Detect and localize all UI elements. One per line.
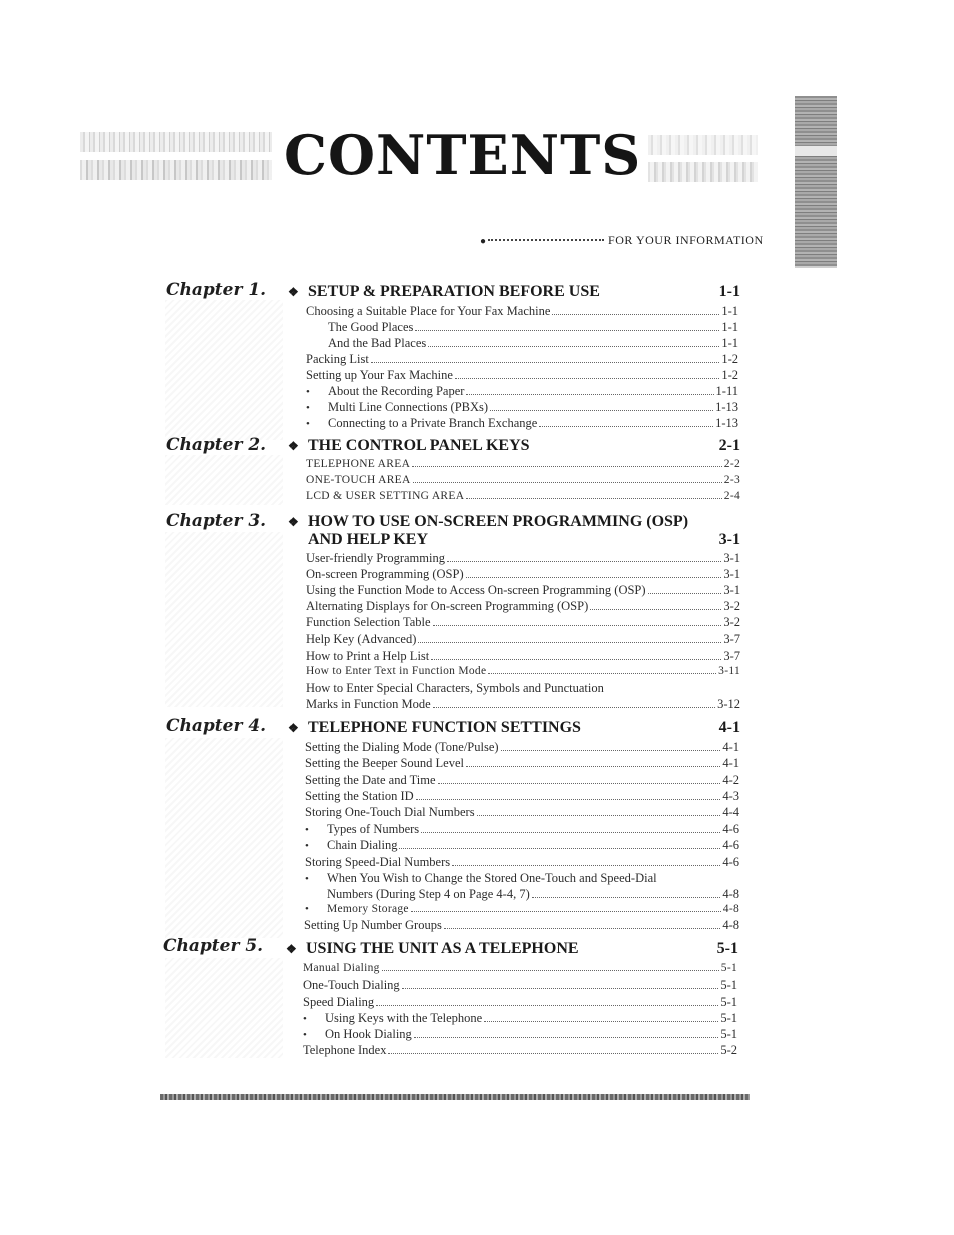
toc-entry[interactable]: Storing Speed-Dial Numbers 4-6 [305,855,739,869]
dot-leader [416,799,721,800]
chapter-shade [165,738,283,938]
diamond-icon: ❖ [286,942,297,956]
chapter-label: Chapter 1. [166,280,267,300]
dot-leader [415,330,719,331]
section-page: 4-1 [718,719,740,736]
toc-entry[interactable]: Setting the Date and Time 4-2 [305,773,739,787]
chapter-label: Chapter 4. [166,716,267,736]
toc-entry[interactable]: • Chain Dialing 4-6 [305,838,739,852]
section-heading [288,719,740,739]
toc-entry[interactable]: • Multi Line Connections (PBXs) 1-13 [306,400,738,414]
toc-entry[interactable]: One-Touch Dialing 5-1 [303,978,737,992]
toc-entry[interactable]: How to Print a Help List 3-7 [306,649,740,663]
header-texture-right-top [648,135,758,155]
toc-entry[interactable]: Setting the Beeper Sound Level 4-1 [305,756,739,770]
dot-leader [412,466,722,467]
dot-leader [399,848,720,849]
section-page: 2-1 [718,437,740,454]
toc-entry[interactable]: • When You Wish to Change the Stored One-Touch and Speed-Dial [305,871,657,885]
toc-entry[interactable]: Telephone Index 5-2 [303,1043,737,1057]
toc-entry[interactable]: User-friendly Programming 3-1 [306,551,740,565]
toc-entry[interactable]: • Memory Storage 4-8 [305,903,739,915]
dot-leader [466,577,722,578]
toc-entry[interactable]: Speed Dialing 5-1 [303,995,737,1009]
diamond-icon: ❖ [288,721,299,735]
dot-leader [590,609,721,610]
dot-leader [484,1021,718,1022]
bullet-icon: ● [480,236,487,247]
header-texture-left-top [80,132,272,152]
dot-leader [490,410,713,411]
chapter-label: Chapter 3. [166,511,267,531]
bullet-icon: • [306,402,310,414]
diamond-icon: ❖ [288,285,299,299]
toc-entry[interactable]: Manual Dialing 5-1 [303,962,737,974]
dot-leader [414,1037,719,1038]
section-heading [288,437,740,457]
toc-entry[interactable]: On-screen Programming (OSP) 3-1 [306,567,740,581]
toc-entry[interactable]: Marks in Function Mode 3-12 [306,697,740,711]
toc-entry[interactable]: • About the Recording Paper 1-11 [306,384,738,398]
section-page: 3-1 [718,531,740,548]
dot-leader [452,865,720,866]
toc-entry[interactable]: Setting the Dialing Mode (Tone/Pulse) 4-1 [305,740,739,754]
toc-entry[interactable]: How to Enter Text in Function Mode 3-11 [306,665,740,677]
toc-entry[interactable]: Numbers (During Step 4 on Page 4-4, 7) 4-8 [327,887,739,901]
toc-entry[interactable]: Setting the Station ID 4-3 [305,789,739,803]
dot-leader [552,314,719,315]
chapter-shade [165,532,283,707]
dot-leader [455,378,719,379]
dot-leader [402,988,719,989]
section-title: SETUP & PREPARATION BEFORE USE [308,283,600,300]
toc-entry[interactable]: Storing One-Touch Dial Numbers 4-4 [305,805,739,819]
dot-leader [477,815,721,816]
section-title: USING THE UNIT AS A TELEPHONE [306,940,579,957]
bullet-icon: • [305,824,309,836]
header-texture-right-bottom [648,162,758,182]
section-heading [288,513,740,533]
dot-leader [532,897,721,898]
toc-entry[interactable]: Using the Function Mode to Access On-screen Programming (OSP) 3-1 [306,583,740,597]
dot-leader [428,346,719,347]
dot-leader [388,1053,718,1054]
diamond-icon: ❖ [288,515,299,529]
footer-rule [160,1094,750,1100]
section-title: TELEPHONE FUNCTION SETTINGS [308,719,581,736]
toc-entry[interactable]: Function Selection Table 3-2 [306,615,740,629]
dot-leader [501,750,721,751]
section-title: THE CONTROL PANEL KEYS [308,437,530,454]
header-texture-left-bottom [80,160,272,180]
toc-entry[interactable]: Packing List 1-2 [306,352,738,366]
bullet-icon: • [306,386,310,398]
toc-entry[interactable]: Alternating Displays for On-screen Programming (OSP) 3-2 [306,599,740,613]
section-title-continued: AND HELP KEY [308,531,429,548]
section-page: 1-1 [718,283,740,300]
dot-leader [466,394,713,395]
dot-leader [488,673,716,674]
dot-leader [466,498,721,499]
chapter-shade [165,958,283,1058]
bullet-icon: • [306,418,310,430]
toc-entry[interactable]: • Types of Numbers 4-6 [305,822,739,836]
dot-leader [433,625,722,626]
dot-leader [466,766,720,767]
page-title: CONTENTS [284,123,642,187]
section-heading [286,940,738,960]
toc-entry[interactable]: LCD & USER SETTING AREA 2-4 [306,490,740,502]
dot-leader [648,593,722,594]
chapter-label: Chapter 5. [163,936,264,956]
dot-leader [382,970,719,971]
dot-leader [433,707,715,708]
dot-leader [444,928,720,929]
toc-entry[interactable]: Setting up Your Fax Machine 1-2 [306,368,738,382]
bullet-icon: • [305,903,310,915]
dot-leader [438,783,721,784]
section-thumb-tab [795,96,837,268]
bullet-icon: • [305,840,309,852]
dot-leader [447,561,721,562]
toc-entry[interactable]: • Using Keys with the Telephone 5-1 [303,1011,737,1025]
chapter-shade [165,300,283,440]
chapter-shade [165,455,283,505]
dot-leader [539,426,713,427]
toc-entry[interactable]: How to Enter Special Characters, Symbols and Punctuation [306,681,604,695]
dot-leader [431,659,721,660]
dot-leader [371,362,719,363]
toc-entry[interactable]: TELEPHONE AREA 2-2 [306,458,740,470]
dot-leader [421,832,720,833]
fyi-indicator [480,233,764,248]
section-title: HOW TO USE ON-SCREEN PROGRAMMING (OSP) [308,513,689,530]
dot-leader [488,239,604,241]
dot-leader [411,911,721,912]
diamond-icon: ❖ [288,439,299,453]
bullet-icon: • [305,873,309,885]
section-heading [288,283,740,303]
fyi-label: FOR YOUR INFORMATION [608,233,764,247]
chapter-label: Chapter 2. [166,435,267,455]
toc-entry[interactable]: Help Key (Advanced) 3-7 [306,632,740,646]
toc-entry[interactable]: Setting Up Number Groups 4-8 [304,918,739,932]
toc-entry[interactable]: And the Bad Places 1-1 [328,336,738,350]
toc-entry[interactable]: • On Hook Dialing 5-1 [303,1027,737,1041]
bullet-icon: • [303,1013,307,1025]
toc-entry[interactable]: ONE-TOUCH AREA 2-3 [306,474,740,486]
toc-entry[interactable]: • Connecting to a Private Branch Exchange 1-13 [306,416,738,430]
toc-entry[interactable]: Choosing a Suitable Place for Your Fax Machine 1-1 [306,304,738,318]
section-page: 5-1 [716,940,738,957]
bullet-icon: • [303,1029,307,1041]
dot-leader [413,482,722,483]
dot-leader [418,642,721,643]
toc-entry[interactable]: The Good Places 1-1 [328,320,738,334]
dot-leader [376,1005,718,1006]
